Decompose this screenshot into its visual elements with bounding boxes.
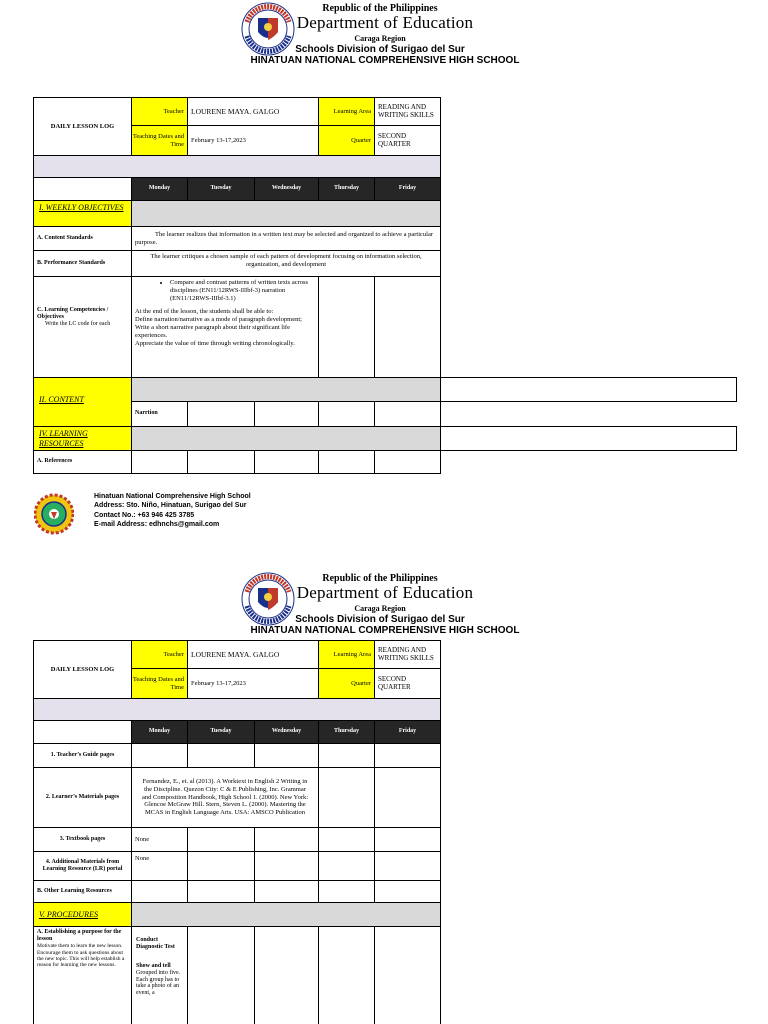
day-header: Tuesday xyxy=(187,177,255,201)
references-monday xyxy=(131,450,188,474)
content-wednesday xyxy=(254,401,319,427)
day-header: Wednesday xyxy=(254,177,319,201)
teaching-dates-value: February 13-17,2023 xyxy=(187,125,319,156)
day-header: Friday xyxy=(374,720,441,744)
day-header: Friday xyxy=(374,177,441,201)
am-cell xyxy=(374,851,441,881)
olr-cell xyxy=(131,880,188,903)
olr-cell xyxy=(187,880,255,903)
teacher-label: Teacher xyxy=(131,97,188,126)
performance-standards-label: B. Performance Standards xyxy=(33,250,132,277)
olr-label: B. Other Learning Resources xyxy=(33,880,132,903)
quarter-value: SECOND QUARTER xyxy=(374,125,441,156)
school-name: HINATUAN NATIONAL COMPREHENSIVE HIGH SCHOOL xyxy=(250,55,520,66)
content-band xyxy=(131,377,441,402)
tb-cell xyxy=(187,827,255,852)
procedures-band xyxy=(131,902,441,927)
division-text: Schools Division of Surigao del Sur xyxy=(295,614,465,625)
am-cell xyxy=(318,851,375,881)
establish-cell-fri xyxy=(374,926,441,1024)
establish-label: A. Establishing a purpose for the lesson xyxy=(37,929,122,943)
day-header: Wednesday xyxy=(254,720,319,744)
learning-area-label: Learning Area xyxy=(318,640,375,669)
tb-cell xyxy=(374,827,441,852)
republic-text: Republic of the Philippines xyxy=(322,3,438,14)
day-header: Monday xyxy=(131,177,188,201)
am-value: None xyxy=(131,851,188,881)
content-extra-cell xyxy=(440,377,737,402)
content-value: Narrtion xyxy=(131,401,188,427)
procedures-heading: V. PROCEDURES xyxy=(33,902,132,927)
lm-label: 2. Learner’s Materials pages xyxy=(33,767,132,828)
teacher-value: LOURENE MAYA. GALGO xyxy=(187,640,319,669)
competencies-label: C. Learning Competencies / Objectives Write the LC code for each xyxy=(33,276,132,378)
tg-cell xyxy=(374,743,441,768)
blank-band xyxy=(33,155,441,178)
establish-cell-wed xyxy=(254,926,319,1024)
olr-cell xyxy=(374,880,441,903)
content-standards-label: A. Content Standards xyxy=(33,226,132,251)
days-corner xyxy=(33,720,132,744)
department-title: Department of Education xyxy=(296,583,474,602)
content-thursday xyxy=(318,401,375,427)
references-tuesday xyxy=(187,450,255,474)
establish-desc: Motivate them to learn the new lesson. Encourage them to ask questions about the new topic. This will help establish a reason for learning the new lessons. xyxy=(37,943,125,969)
establish-cell xyxy=(33,926,132,1024)
content-heading: II. CONTENT xyxy=(33,377,132,427)
day-header: Thursday xyxy=(318,177,375,201)
tg-cell xyxy=(187,743,255,768)
lm-text: Fernandez, E., et. al (2013). A Worktext in English 2 Writing in the Discipline. Quezon City: C & E Publishing, Inc. Grammar and Composition Handbook, High School 1. (2000). New York: Glencoe McGraw Hill. Stern, Steven L. (2000). Mastering the MCAS in English Language Arts. USA: AMSCO Publication xyxy=(131,767,319,828)
resources-extra-cell xyxy=(440,426,737,451)
resources-band xyxy=(131,426,441,451)
dll-title: DAILY LESSON LOG xyxy=(33,640,132,699)
establish-cell-tue xyxy=(187,926,255,1024)
objectives-band xyxy=(131,200,441,227)
establish-cell-thu xyxy=(318,926,375,1024)
tg-cell xyxy=(318,743,375,768)
region-text: Caraga Region xyxy=(354,34,406,43)
resources-heading: IV. LEARNING RESOURCES xyxy=(33,426,132,451)
tb-label: 3. Textbook pages xyxy=(33,827,132,852)
tb-value: None xyxy=(131,827,188,852)
competencies-friday xyxy=(374,276,441,378)
tg-cell xyxy=(254,743,319,768)
school-footer: Hinatuan National Comprehensive High School Address: Sto. Niño, Hinatuan, Surigao del Sur Contact No.: +63 946 425 3785 E-mail Address: edhnchs@gmail.com xyxy=(94,493,251,529)
quarter-value: SECOND QUARTER xyxy=(374,668,441,699)
am-cell xyxy=(254,851,319,881)
teacher-value: LOURENE MAYA. GALGO xyxy=(187,97,319,126)
lm-cell xyxy=(374,767,441,828)
teaching-dates-label: Teaching Dates and Time xyxy=(131,668,188,699)
competencies-thursday xyxy=(318,276,375,378)
references-wednesday xyxy=(254,450,319,474)
content-tuesday xyxy=(187,401,255,427)
am-label: 4. Additional Materials from Learning Resource (LR) portal xyxy=(33,851,132,881)
competency-bullet: • Compare and contrast patterns of written texts across disciplines (EN11/12RWS-IIIbf-3) narration (EN11/12RWS-IIIbf-3.1) xyxy=(170,279,314,302)
am-cell xyxy=(187,851,255,881)
tg-cell xyxy=(131,743,188,768)
blank-band xyxy=(33,698,441,721)
competencies-monday: • Compare and contrast patterns of written texts across disciplines (EN11/12RWS-IIIbf-3) narration (EN11/12RWS-IIIbf-3.1) At the end of the lesson, the students shall be able to: Define narration/narrative as a mode of paragraph development; Write a short narrative paragraph about their significant life experiences. Appreciate the value of time through writing chronologically. xyxy=(131,276,319,378)
day-header: Thursday xyxy=(318,720,375,744)
day-header: Monday xyxy=(131,720,188,744)
tg-label: 1. Teacher’s Guide pages xyxy=(33,743,132,768)
content-standards-text: The learner realizes that information in a written text may be selected and organized to achieve a particular purpose. xyxy=(131,226,441,251)
division-text: Schools Division of Surigao del Sur xyxy=(295,44,465,55)
quarter-label: Quarter xyxy=(318,125,375,156)
performance-standards-text: The learner critiques a chosen sample of each pattern of development focusing on information selection, organization, and development xyxy=(131,250,441,277)
teaching-dates-label: Teaching Dates and Time xyxy=(131,125,188,156)
tb-cell xyxy=(318,827,375,852)
quarter-label: Quarter xyxy=(318,668,375,699)
references-thursday xyxy=(318,450,375,474)
tb-cell xyxy=(254,827,319,852)
establish-monday: Conduct Diagnostic Test Show and tell Grouped into five. Each group has to take a photo of an event, a xyxy=(131,926,188,1024)
olr-cell xyxy=(254,880,319,903)
teaching-dates-value: February 13-17,2023 xyxy=(187,668,319,699)
olr-cell xyxy=(318,880,375,903)
references-label: A. References xyxy=(33,450,132,474)
lesson-log-page-2 xyxy=(0,570,768,1024)
school-name: HINATUAN NATIONAL COMPREHENSIVE HIGH SCHOOL xyxy=(250,625,520,636)
learning-area-label: Learning Area xyxy=(318,97,375,126)
dll-title: DAILY LESSON LOG xyxy=(33,97,132,156)
content-friday xyxy=(374,401,441,427)
objectives-heading: I. WEEKLY OBJECTIVES xyxy=(33,200,132,227)
day-header: Tuesday xyxy=(187,720,255,744)
references-friday xyxy=(374,450,441,474)
department-title: Department of Education xyxy=(296,13,474,32)
republic-text: Republic of the Philippines xyxy=(322,573,438,584)
region-text: Caraga Region xyxy=(354,604,406,613)
lm-cell xyxy=(318,767,375,828)
school-logo-icon xyxy=(34,492,74,536)
days-corner xyxy=(33,177,132,201)
teacher-label: Teacher xyxy=(131,640,188,669)
learning-area-value: READING AND WRITING SKILLS xyxy=(374,640,441,669)
learning-area-value: READING AND WRITING SKILLS xyxy=(374,97,441,126)
